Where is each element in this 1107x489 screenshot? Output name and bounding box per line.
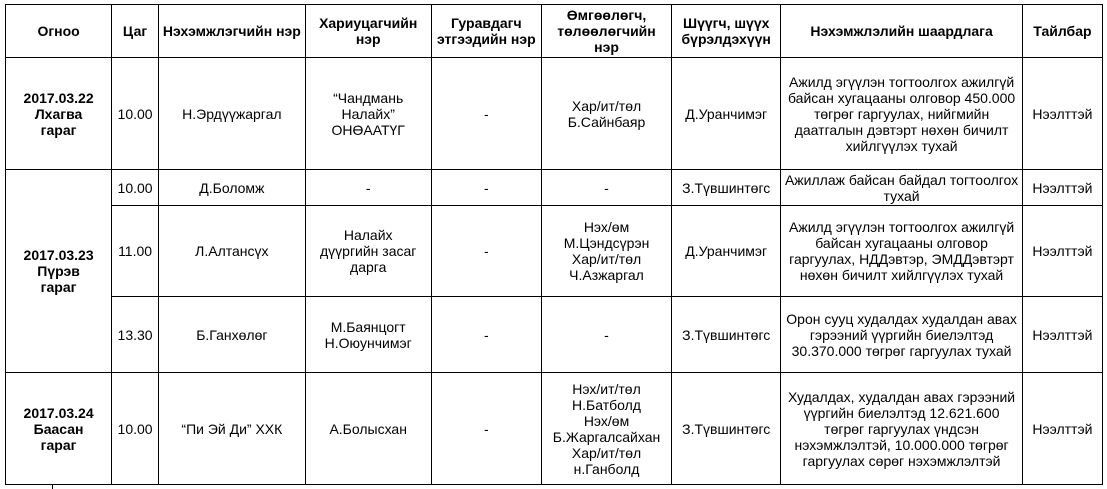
time-cell: 11.00 xyxy=(112,206,159,297)
defendant-cell: А.Болысхан xyxy=(305,373,431,485)
note-cell: Нээлттэй xyxy=(1022,297,1102,373)
third-party-cell: - xyxy=(431,58,541,170)
advocate-cell: - xyxy=(541,297,671,373)
time-cell: 10.00 xyxy=(112,373,159,485)
header-note: Тайлбар xyxy=(1022,5,1102,58)
table-row xyxy=(6,373,1103,485)
time-cell: 10.00 xyxy=(112,58,159,170)
advocate-cell: Хар/ит/төл Б.Сайнбаяр xyxy=(541,58,671,170)
judge-cell: З.Түвшинтөгс xyxy=(672,297,781,373)
header-defendant: Хариуцагчийн нэр xyxy=(305,5,431,58)
advocate-cell: Нэх/өм М.Цэндсүрэн Хар/ит/төл Ч.Азжаргал xyxy=(541,206,671,297)
note-cell: Нээлттэй xyxy=(1022,206,1102,297)
claim-cell: Ажилд эгүүлэн тогтоолгох ажилгүй байсан хугацааны олговор 450.000 төгрөг гаргуулах, нийгмийн даатгалын дэвтэрт нөхөн бичилт хийлгүүлэх тухай xyxy=(781,58,1022,170)
header-judge: Шүүгч, шүүх бүрэлдэхүүн xyxy=(672,5,781,58)
plaintiff-cell: Л.Алтансүх xyxy=(158,206,305,297)
defendant-cell: - xyxy=(305,170,431,206)
header-third-party: Гуравдагч этгээдийн нэр xyxy=(431,5,541,58)
header-claim: Нэхэмжлэлийн шаардлага xyxy=(781,5,1022,58)
advocate-cell: Нэх/ит/төл Н.Батболд Нэх/өм Б.Жаргалсайхан Хар/ит/төл н.Ганболд xyxy=(541,373,671,485)
date-cell: 2017.03.23 Пүрэв гараг xyxy=(6,170,112,373)
defendant-cell: “Чандмань Налайх” ОНӨААТҮГ xyxy=(305,58,431,170)
time-cell: 13.30 xyxy=(112,297,159,373)
third-party-cell: - xyxy=(431,206,541,297)
claim-cell: Худалдах, худалдан авах гэрээний үүргийн биелэлтэд 12.621.600 төгрөг гаргуулах үндсэн нэхэмжлэлтэй, 10.000.000 төгрөг гаргуулах сөрөг нэхэмжлэлтэй xyxy=(781,373,1022,485)
header-date: Огноо xyxy=(6,5,112,58)
claim-cell: Орон сууц худалдах худалдан авах гэрээний үүргийн биелэлтэд 30.370.000 төгрөг гаргуулах тухай xyxy=(781,297,1022,373)
table-row xyxy=(6,58,1103,170)
claim-cell: Ажиллаж байсан байдал тогтоолгох тухай xyxy=(781,170,1022,206)
page-margin-mark xyxy=(52,484,53,489)
note-cell: Нээлттэй xyxy=(1022,58,1102,170)
plaintiff-cell: Н.Эрдүүжаргал xyxy=(158,58,305,170)
third-party-cell: - xyxy=(431,373,541,485)
header-row xyxy=(6,5,1103,58)
judge-cell: Д.Уранчимэг xyxy=(672,206,781,297)
date-cell: 2017.03.22 Лхагва гараг xyxy=(6,58,112,170)
judge-cell: З.Түвшинтөгс xyxy=(672,373,781,485)
third-party-cell: - xyxy=(431,297,541,373)
note-cell: Нээлттэй xyxy=(1022,373,1102,485)
judge-cell: З.Түвшинтөгс xyxy=(672,170,781,206)
plaintiff-cell: “Пи Эй Ди” ХХК xyxy=(158,373,305,485)
time-cell: 10.00 xyxy=(112,170,159,206)
claim-cell: Ажилд эгүүлэн тогтоолгох ажилгүй байсан хугацааны олговор гаргуулах, НДДэвтэр, ЭМДДэвтэрт нөхөн бичилт хийлгүүлэх тухай xyxy=(781,206,1022,297)
plaintiff-cell: Д.Боломж xyxy=(158,170,305,206)
defendant-cell: М.Баянцогт Н.Оюунчимэг xyxy=(305,297,431,373)
note-cell: Нээлттэй xyxy=(1022,170,1102,206)
defendant-cell: Налайх дүүргийн засаг дарга xyxy=(305,206,431,297)
table-row xyxy=(6,170,1103,206)
court-schedule-table xyxy=(5,4,1103,485)
plaintiff-cell: Б.Ганхөлөг xyxy=(158,297,305,373)
table-row xyxy=(6,297,1103,373)
header-advocate: Өмгөөлөгч, төлөөлөгчийн нэр xyxy=(541,5,671,58)
third-party-cell: - xyxy=(431,170,541,206)
header-plaintiff: Нэхэмжлэгчийн нэр xyxy=(158,5,305,58)
header-time: Цаг xyxy=(112,5,159,58)
advocate-cell: - xyxy=(541,170,671,206)
table-row xyxy=(6,206,1103,297)
judge-cell: Д.Уранчимэг xyxy=(672,58,781,170)
date-cell: 2017.03.24 Баасан гараг xyxy=(6,373,112,485)
